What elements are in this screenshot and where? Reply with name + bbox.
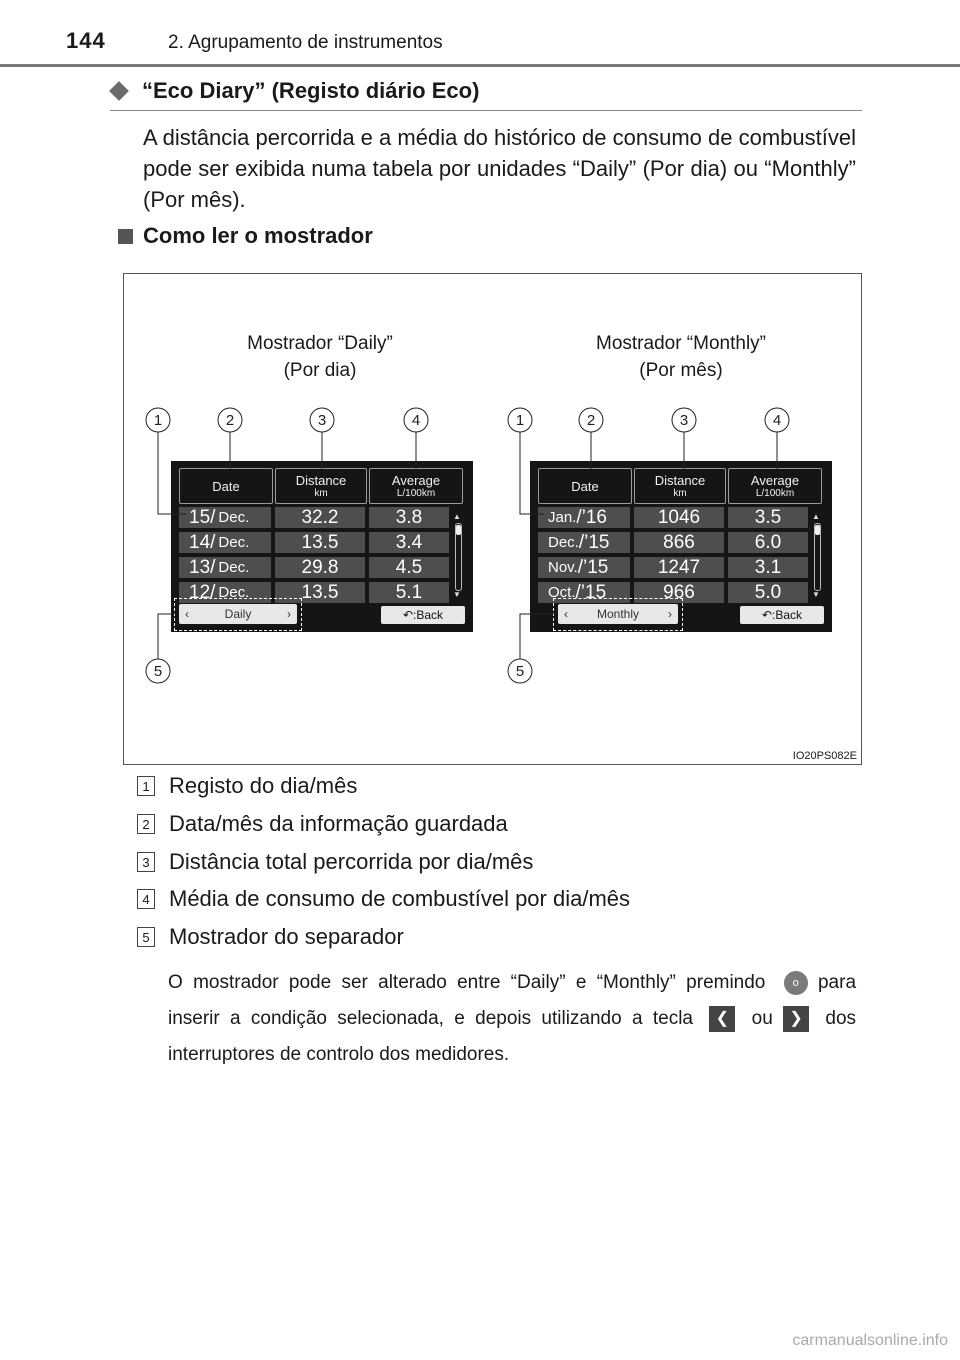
chevron-right-icon: › bbox=[286, 607, 291, 621]
average-header-label: Average bbox=[391, 473, 441, 488]
chevron-left-icon: ‹ bbox=[564, 607, 568, 621]
legend-text: Registo do dia/mês bbox=[169, 773, 358, 798]
callout-5-leader bbox=[158, 614, 176, 659]
legend-text: Média de consumo de combustível por dia/mês bbox=[169, 886, 631, 911]
distance-unit: km bbox=[673, 488, 687, 499]
callout-1-number: 1 bbox=[153, 412, 163, 429]
note-part-2: para inserir a condição selecionada, e depois utilizando a tecla bbox=[168, 972, 857, 1029]
average-cell: 5.1 bbox=[369, 582, 449, 603]
daily-caption-line2: (Por dia) bbox=[283, 360, 357, 381]
monthly-caption-line1: Mostrador “Monthly” bbox=[596, 333, 766, 354]
chevron-right-key-icon: ❯ bbox=[783, 1006, 809, 1032]
scroll-down-icon: ▼ bbox=[812, 590, 820, 599]
distance-cell: 13.5 bbox=[275, 582, 365, 603]
month-value: Dec. bbox=[218, 509, 250, 526]
distance-header-label: Distance bbox=[295, 473, 347, 488]
callout-2-number: 2 bbox=[225, 412, 235, 429]
chevron-right-icon: › bbox=[668, 607, 672, 621]
note-part-3: ou bbox=[751, 1008, 773, 1029]
month-value: Dec. bbox=[548, 534, 579, 551]
figure-id: IO20PS082E bbox=[792, 750, 857, 762]
monthly-caption-line2: (Por mês) bbox=[639, 360, 723, 381]
average-cell: 3.8 bbox=[369, 507, 449, 528]
average-cell: 3.1 bbox=[728, 557, 808, 578]
callout-3-number: 3 bbox=[679, 412, 689, 429]
distance-header-label: Distance bbox=[654, 473, 706, 488]
back-label: :Back bbox=[772, 608, 803, 622]
distance-cell: 32.2 bbox=[275, 507, 365, 528]
section-rule bbox=[110, 110, 862, 111]
intro-paragraph: A distância percorrida e a média do histórico de consumo de combustível pode ser exibida numa tabela por unidades “Daily” (Por dia) ou “Monthly” (Por mês). bbox=[143, 125, 856, 212]
legend-text: Mostrador do separador bbox=[169, 924, 404, 949]
header-rule bbox=[0, 64, 960, 67]
year-value: /’16 bbox=[576, 506, 607, 528]
back-label: :Back bbox=[413, 608, 444, 622]
callout-5-number: 5 bbox=[153, 663, 163, 680]
note-part-4: dos interruptores de controlo dos medidores. bbox=[168, 1008, 857, 1065]
callout-1-leader bbox=[158, 432, 186, 514]
legend-text: Data/mês da informação guardada bbox=[169, 811, 508, 836]
date-header-label: Date bbox=[571, 478, 599, 494]
watermark: carmanualsonline.info bbox=[792, 1332, 948, 1349]
day-value: 15/ bbox=[189, 506, 216, 528]
chevron-left-key-icon: ❮ bbox=[709, 1006, 735, 1032]
average-unit: L/100km bbox=[396, 488, 436, 499]
note-paragraph bbox=[168, 965, 856, 1073]
date-header-label: Date bbox=[212, 478, 240, 494]
section-title-text: “Eco Diary” (Registo diário Eco) bbox=[142, 78, 480, 103]
callout-4-number: 4 bbox=[411, 412, 421, 429]
tab-label: Monthly bbox=[596, 607, 640, 621]
figure bbox=[123, 273, 862, 765]
callout-5-leader bbox=[520, 614, 556, 659]
diamond-bullet-icon bbox=[109, 81, 129, 101]
month-value: Dec. bbox=[218, 534, 250, 551]
back-arrow-icon: ↶ bbox=[402, 608, 414, 622]
average-cell: 4.5 bbox=[369, 557, 449, 578]
month-value: Dec. bbox=[218, 584, 250, 601]
subheading-text: Como ler o mostrador bbox=[143, 223, 373, 248]
legend-number: 2 bbox=[137, 814, 155, 834]
month-value: Nov. bbox=[548, 559, 578, 576]
subheading bbox=[118, 223, 373, 249]
month-value: Oct. bbox=[548, 584, 576, 601]
average-cell: 3.4 bbox=[369, 532, 449, 553]
average-cell: 5.0 bbox=[728, 582, 808, 603]
legend-number: 1 bbox=[137, 776, 155, 796]
square-bullet-icon bbox=[118, 229, 133, 244]
legend-item bbox=[137, 809, 508, 839]
distance-cell: 29.8 bbox=[275, 557, 365, 578]
month-value: Jan. bbox=[548, 509, 577, 526]
page-number: 144 bbox=[66, 28, 106, 53]
distance-cell: 13.5 bbox=[275, 532, 365, 553]
distance-cell: 866 bbox=[634, 532, 724, 553]
back-arrow-icon: ↶ bbox=[761, 608, 773, 622]
day-value: 14/ bbox=[189, 531, 216, 553]
distance-cell: 1247 bbox=[634, 557, 724, 578]
legend-item bbox=[137, 771, 357, 801]
callout-1-number: 1 bbox=[515, 412, 525, 429]
distance-cell: 966 bbox=[634, 582, 724, 603]
legend-number: 4 bbox=[137, 889, 155, 909]
ok-button-icon: o bbox=[784, 971, 808, 995]
average-cell: 6.0 bbox=[728, 532, 808, 553]
callout-5-number: 5 bbox=[515, 663, 525, 680]
year-value: /’15 bbox=[577, 556, 609, 578]
legend-text: Distância total percorrida por dia/mês bbox=[169, 849, 534, 874]
callout-1-leader bbox=[520, 432, 544, 514]
average-header-label: Average bbox=[750, 473, 800, 488]
distance-cell: 1046 bbox=[634, 507, 724, 528]
month-value: Dec. bbox=[218, 559, 250, 576]
legend-item bbox=[137, 884, 630, 914]
callout-2-number: 2 bbox=[586, 412, 596, 429]
legend-item bbox=[137, 922, 404, 952]
daily-caption-line1: Mostrador “Daily” bbox=[247, 333, 393, 354]
scroll-up-icon: ▲ bbox=[812, 512, 820, 521]
callout-3-number: 3 bbox=[317, 412, 327, 429]
day-value: 12/ bbox=[189, 581, 216, 603]
legend-number: 3 bbox=[137, 852, 155, 872]
average-unit: L/100km bbox=[755, 488, 795, 499]
chapter-title: 2. Agrupamento de instrumentos bbox=[168, 32, 443, 53]
distance-unit: km bbox=[314, 488, 328, 499]
legend-number: 5 bbox=[137, 927, 155, 947]
callout-4-number: 4 bbox=[772, 412, 782, 429]
note-part-1: O mostrador pode ser alterado entre “Daily” e “Monthly” premindo bbox=[168, 972, 766, 993]
year-value: /’15 bbox=[575, 581, 607, 603]
legend-item bbox=[137, 847, 533, 877]
callouts bbox=[124, 274, 861, 764]
year-value: /’15 bbox=[578, 531, 610, 553]
chevron-left-icon: ‹ bbox=[185, 607, 189, 621]
average-cell: 3.5 bbox=[728, 507, 808, 528]
tab-label: Daily bbox=[224, 607, 252, 621]
scroll-up-icon: ▲ bbox=[453, 512, 461, 521]
scroll-down-icon: ▼ bbox=[453, 590, 461, 599]
section-title bbox=[110, 78, 479, 104]
day-value: 13/ bbox=[189, 556, 216, 578]
